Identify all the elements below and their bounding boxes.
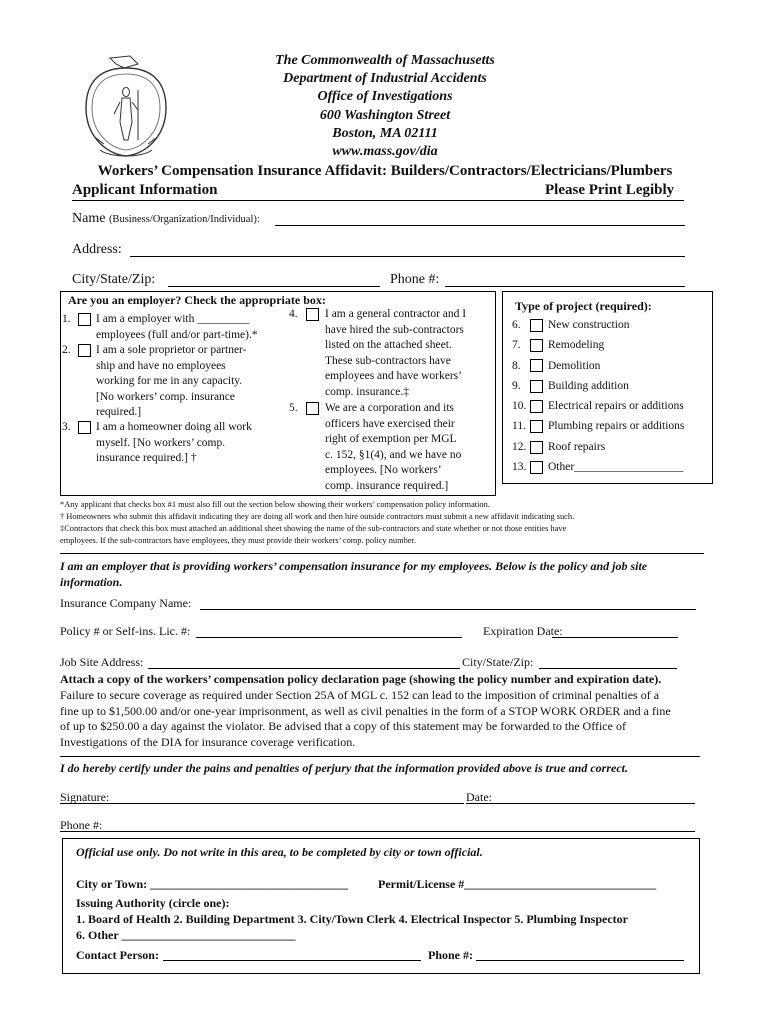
warning-line: Failure to secure coverage as required under Section 25A of MGL c. 152 can lead to the imposition of criminal penalties of a	[60, 688, 660, 702]
expiration-label: Expiration Date:	[483, 624, 563, 638]
phone-field[interactable]	[445, 272, 685, 287]
header-line: The Commonwealth of Massachusetts	[275, 53, 495, 68]
divider	[72, 200, 684, 201]
name-label: Name	[72, 211, 106, 226]
project-label: Building addition	[548, 379, 629, 392]
option-num: 4.	[289, 308, 298, 320]
checkbox-option-4[interactable]	[306, 308, 319, 321]
date-label: Date:	[466, 790, 492, 804]
address-field[interactable]	[130, 242, 685, 257]
project-type-item	[512, 419, 708, 439]
project-type-item	[512, 399, 708, 419]
project-num: 8.	[512, 359, 521, 372]
option-line: I am a general contractor and I	[325, 308, 467, 320]
job-site-label: Job Site Address:	[60, 655, 144, 669]
project-type-item	[512, 318, 708, 338]
divider	[60, 756, 700, 757]
option-line: employees and have workers’	[325, 370, 462, 382]
checkbox-project-13[interactable]	[530, 461, 543, 474]
phone-label: Phone #:	[390, 272, 440, 287]
project-label: Electrical repairs or additions	[548, 400, 684, 413]
date-field[interactable]	[466, 789, 695, 804]
option-num: 3.	[62, 421, 71, 433]
option-3-text	[96, 420, 286, 467]
option-line: These sub-contractors have	[325, 354, 451, 367]
option-line: We are a corporation and its	[325, 402, 455, 414]
phone2-field[interactable]	[60, 817, 695, 832]
print-legibly: Please Print Legibly	[545, 182, 675, 198]
project-type-item	[512, 379, 708, 399]
issuing-authority: Issuing Authority (circle one):	[76, 896, 230, 910]
divider	[60, 553, 704, 554]
authority-other: 6. Other _____________________________	[76, 928, 296, 942]
option-line: employees. [No workers’	[325, 464, 442, 476]
option-line: required.]	[96, 406, 142, 418]
option-line: myself. [No workers’ comp.	[96, 436, 226, 449]
option-line: [No workers’ comp. insurance	[96, 390, 236, 403]
expiration-field[interactable]	[552, 623, 678, 638]
warning-line: of up to $250.00 a day against the violator. Be advised that a copy of this statement may be forwarded to the Office of	[60, 719, 626, 733]
option-num: 2.	[62, 344, 71, 356]
project-label: New construction	[548, 319, 630, 331]
policy-label: Policy # or Self-ins. Lic. #:	[60, 624, 191, 638]
official-phone-field[interactable]	[476, 946, 684, 961]
employer-question: Are you an employer? Check the appropriate box:	[68, 293, 326, 307]
employer-section-heading	[60, 558, 710, 590]
checkbox-option-2[interactable]	[78, 344, 91, 357]
warning-line: fine up to $1,500.00 and/or one-year imprisonment, as well as civil penalties in the form of a STOP WORK ORDER and a fine	[60, 703, 671, 718]
official-note: Official use only. Do not write in this area, to be completed by city or town official.	[76, 845, 483, 859]
official-permit: Permit/License #________________________________	[378, 877, 657, 891]
footnote: employees. If the sub-contractors have employees, they must provide their workers’ comp. policy number.	[60, 536, 416, 545]
option-num: 5.	[289, 402, 298, 414]
option-2-text	[96, 343, 286, 421]
checkbox-project-11[interactable]	[530, 420, 543, 433]
job-site-field[interactable]	[148, 654, 460, 669]
contact-person-label: Contact Person:	[76, 948, 159, 962]
attach-instruction: Attach a copy of the workers’ compensation policy declaration page (showing the policy number and expiration date).	[60, 672, 662, 686]
city-field[interactable]	[168, 272, 380, 287]
header-line: Office of Investigations	[317, 89, 453, 105]
project-num: 7.	[512, 339, 521, 352]
header-line: www.mass.gov/dia	[332, 144, 438, 160]
option-line: I am a sole proprietor or partner-	[96, 344, 247, 356]
project-type-list	[512, 318, 708, 480]
footnote: ‡Contractors that check this box must attached an additional sheet showing the name of the sub-contractors and state whether or not those entities have	[60, 524, 567, 533]
project-num: 6.	[512, 319, 521, 331]
header-line: 600 Washington Street	[319, 107, 451, 123]
checkbox-project-9[interactable]	[530, 380, 543, 393]
option-line: insurance required.] †	[96, 452, 197, 464]
insurance-company-label: Insurance Company Name:	[60, 596, 192, 610]
option-line: have hired the sub-contractors	[325, 323, 464, 336]
job-city-label: City/State/Zip:	[462, 655, 534, 669]
penalty-warning	[60, 688, 750, 750]
checkbox-option-5[interactable]	[306, 402, 319, 415]
option-line: comp. insurance required.]	[325, 479, 449, 492]
option-line: c. 152, §1(4), and we have no	[325, 448, 462, 461]
name-label-row	[72, 211, 260, 227]
checkbox-project-6[interactable]	[530, 319, 543, 332]
option-4-text	[325, 307, 493, 400]
header-line: Boston, MA 02111	[332, 125, 438, 141]
option-line: officers have exercised their	[325, 417, 455, 430]
footnote: *Any applicant that checks box #1 must also fill out the section below showing their workers’ compensation policy information.	[60, 500, 490, 509]
option-line: I am a homeowner doing all work	[96, 421, 252, 433]
option-5-text	[325, 401, 493, 494]
project-type-item	[512, 338, 708, 358]
option-line: working for me in any capacity.	[96, 375, 243, 387]
insurance-company-field[interactable]	[200, 595, 696, 610]
heading-line: information.	[60, 575, 123, 589]
project-num: 13.	[512, 461, 527, 474]
header-line: Department of Industrial Accidents	[283, 71, 487, 87]
checkbox-project-8[interactable]	[530, 359, 543, 372]
project-num: 9.	[512, 379, 521, 392]
policy-field[interactable]	[196, 623, 462, 638]
checkbox-project-7[interactable]	[530, 339, 543, 352]
footnote: † Homeowners who submit this affidavit indicating they are doing all work and then hire outside contractors must submit a new affidavit indicating such.	[60, 512, 575, 521]
name-sublabel: (Business/Organization/Individual):	[108, 214, 260, 225]
project-type-item	[512, 460, 708, 480]
contact-person-field[interactable]	[163, 946, 421, 961]
address-label: Address:	[72, 242, 122, 257]
phone2-label: Phone #:	[60, 818, 103, 832]
project-label: Other___________________	[548, 461, 684, 474]
option-num: 1.	[62, 313, 71, 325]
heading-line: I am an employer that is providing workers’ compensation insurance for my employees. Below is the policy and job site	[60, 559, 648, 573]
signature-label: Signature:	[60, 790, 110, 804]
checkbox-option-1[interactable]	[78, 313, 91, 326]
option-line: employees (full and/or part-time).*	[96, 328, 258, 341]
project-num: 11.	[512, 420, 526, 433]
project-label: Roof repairs	[548, 440, 606, 453]
option-line: ship and have no employees	[96, 359, 226, 372]
authority-options: 1. Board of Health 2. Building Department 3. City/Town Clerk 4. Electrical Inspector 5. Plumbing Inspector	[76, 912, 628, 926]
project-type-item	[512, 359, 708, 379]
option-line: comp. insurance.‡	[325, 385, 409, 398]
checkbox-option-3[interactable]	[78, 421, 91, 434]
project-title-text: Type of project (required):	[515, 299, 652, 313]
checkbox-project-10[interactable]	[530, 400, 543, 413]
agency-header	[150, 52, 620, 161]
option-line: right of exemption per MGL	[325, 433, 457, 445]
project-title	[515, 298, 652, 314]
project-type-item	[512, 440, 708, 460]
project-num: 12.	[512, 440, 527, 453]
official-city-town: City or Town: _________________________________	[76, 877, 349, 891]
project-label: Plumbing repairs or additions	[548, 420, 685, 433]
project-label: Remodeling	[548, 339, 605, 352]
option-line: listed on the attached sheet.	[325, 339, 452, 351]
option-1-text	[96, 312, 286, 343]
warning-line: Investigations of the DIA for insurance coverage verification.	[60, 734, 356, 749]
job-city-field[interactable]	[539, 654, 677, 669]
form-title: Workers’ Compensation Insurance Affidavit: Builders/Contractors/Electricians/Plumbers	[97, 163, 673, 179]
footnotes	[60, 499, 740, 547]
project-num: 10.	[512, 400, 527, 413]
project-label: Demolition	[548, 359, 601, 372]
applicant-heading: Applicant Information	[72, 182, 218, 198]
official-phone-label: Phone #:	[428, 948, 473, 962]
city-label: City/State/Zip:	[72, 272, 156, 287]
checkbox-project-12[interactable]	[530, 441, 543, 454]
certify-statement: I do hereby certify under the pains and penalties of perjury that the information provided above is true and correct.	[60, 761, 628, 775]
signature-field[interactable]	[60, 789, 464, 804]
name-field[interactable]	[275, 211, 685, 226]
option-line: I am a employer with _________	[96, 313, 249, 325]
